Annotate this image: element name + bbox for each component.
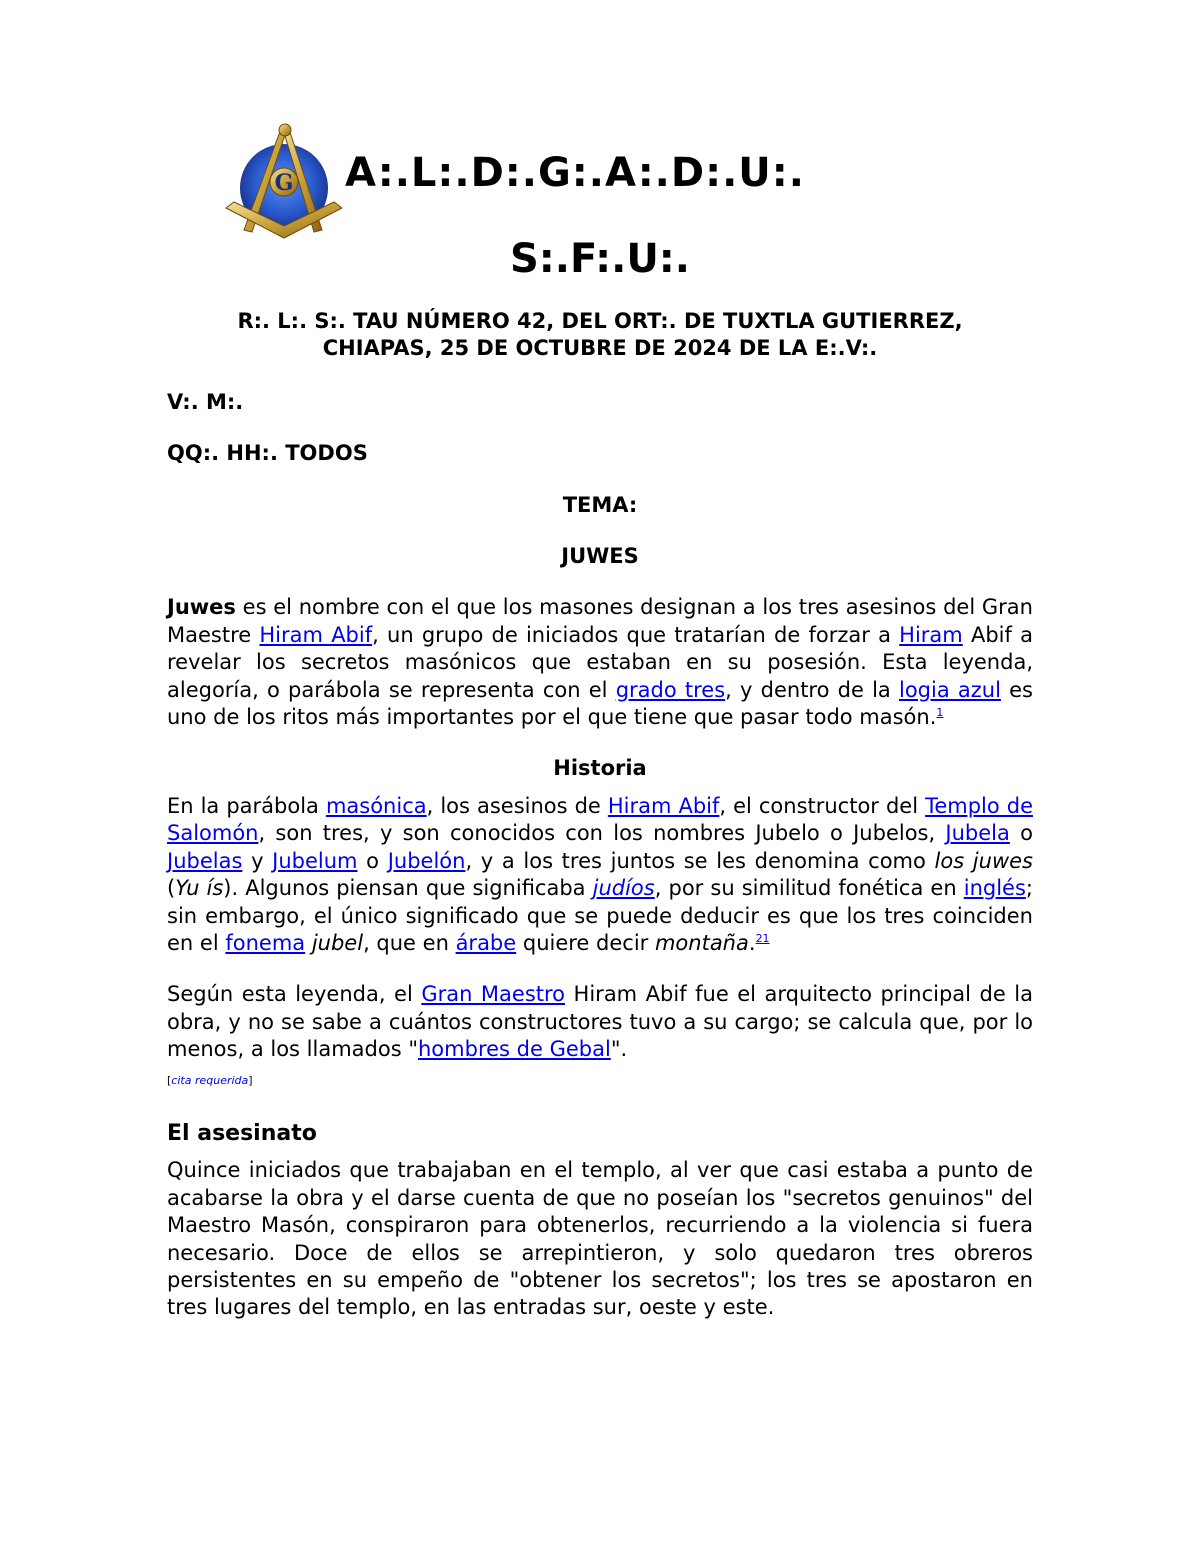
text-run: , los asesinos de — [426, 793, 608, 818]
text-run: ; sin embargo, el único significado que se puede deducir es que los tres coinciden en el — [167, 876, 1033, 955]
term-juwes: Juwes — [167, 595, 236, 620]
tema-title: JUWES — [561, 544, 639, 569]
bracket: [ — [167, 1073, 172, 1087]
text-run: , son tres, y son conocidos con los nombres Jubelo o Jubelos, — [258, 821, 946, 846]
text-run: , el constructor del — [719, 793, 926, 818]
footnote-link-21[interactable]: 21 — [755, 931, 770, 945]
citation-needed — [167, 1074, 253, 1087]
link-hiram-abif[interactable]: Hiram Abif — [607, 793, 720, 818]
text-run: es el nombre con el que los masones designan a los tres asesinos del Gran Maestre — [167, 595, 1033, 647]
link-cita-requerida[interactable]: cita requerida — [171, 1073, 249, 1087]
lodge-line-2: CHIAPAS, 25 DE OCTUBRE DE 2024 DE LA E:.V:. — [322, 336, 878, 361]
square-and-compass-emblem — [222, 120, 342, 242]
document-body — [167, 308, 1033, 1322]
link-jubelas[interactable]: Jubelas — [167, 848, 243, 873]
gran-maestro-paragraph — [167, 981, 1033, 1094]
text-run: ( — [167, 876, 176, 901]
svg-text:G: G — [274, 170, 294, 196]
italic-run: jubel — [311, 930, 364, 955]
link-ingles[interactable]: inglés — [963, 876, 1026, 901]
link-jubelon[interactable]: Jubelón — [387, 848, 466, 873]
text-run: ). Algunos piensan que significaba — [223, 876, 593, 901]
asesinato-paragraph: Quince iniciados que trabajaban en el templo, al ver que casi estaba a punto de acabarse la obra y el darse cuenta de que no poseían los "secretos genuinos" del Maestro Masón, conspiraron para obtenerlos, recurriendo a la violencia si fuera necesario. Doce de ellos se arrepintieron, y solo quedaron tres obreros persistentes en su empeño de "obtener los secretos"; los tres se apostaron en tres lugares del templo, en las entradas sur, oeste y este. — [167, 1158, 1033, 1320]
text-run: Hiram Abif fue el arquitecto principal de la obra, y no se sabe a cuántos constructores tuvo a su cargo; se calcula que, por lo menos, a los llamados " — [167, 982, 1033, 1062]
link-masonica[interactable]: masónica — [325, 793, 427, 818]
link-logia-azul[interactable]: logia azul — [898, 677, 1001, 702]
link-jubela[interactable]: Jubela — [945, 821, 1010, 846]
text-run: o — [357, 848, 388, 873]
section-title-asesinato: El asesinato — [167, 1120, 317, 1146]
link-fonema[interactable]: fonema — [225, 930, 306, 955]
bracket: ] — [248, 1073, 253, 1087]
link-hombres-de-gebal[interactable]: hombres de Gebal — [418, 1037, 611, 1062]
text-run: , que en — [363, 930, 456, 955]
section-title-historia: Historia — [553, 756, 647, 781]
link-judios[interactable]: judíos — [592, 876, 655, 901]
text-run: , y dentro de la — [725, 677, 899, 702]
text-run: , por su similitud fonética en — [654, 876, 964, 901]
text-run: es uno de los ritos más importantes por el que tiene que pasar todo masón. — [167, 677, 1033, 730]
greeting-brothers: QQ:. HH:. TODOS — [167, 441, 368, 466]
text-run: ". — [610, 1037, 628, 1062]
text-run: . — [748, 930, 756, 955]
header-line-2: S:.F:.U:. — [510, 236, 690, 282]
intro-paragraph — [167, 594, 1033, 731]
link-hiram-abif[interactable]: Hiram Abif — [259, 622, 373, 647]
italic-run: Yu ís — [175, 876, 224, 901]
footnote-link-1[interactable]: 1 — [936, 706, 944, 720]
historia-paragraph — [167, 793, 1033, 957]
text-run: , y a los tres juntos se les denomina como — [465, 848, 935, 873]
italic-run: montaña — [654, 930, 749, 955]
greeting-venerable: V:. M:. — [167, 389, 244, 414]
text-run — [305, 931, 312, 955]
link-gran-maestro[interactable]: Gran Maestro — [421, 982, 566, 1007]
link-templo-de-salomon[interactable]: Templo de Salomón — [167, 793, 1033, 846]
text-run: En la parábola — [167, 793, 326, 818]
header-line-1: A:.L:.D:.G:.A:.D:.U:. — [345, 150, 805, 196]
text-run: Según esta leyenda, el — [167, 982, 422, 1007]
tema-label: TEMA: — [562, 492, 638, 517]
text-run: Abif a revelar los secretos masónicos que estaban en su posesión. Esta leyenda, alegoría, o parábola se representa con el — [167, 622, 1033, 702]
link-arabe[interactable]: árabe — [455, 930, 517, 955]
link-grado-tres[interactable]: grado tres — [615, 677, 726, 702]
text-run: y — [242, 848, 273, 873]
link-jubelum[interactable]: Jubelum — [272, 848, 358, 873]
italic-run: los juwes — [934, 848, 1033, 873]
text-run: , un grupo de iniciados que tratarían de forzar a — [372, 622, 900, 647]
lodge-line-1: R:. L:. S:. TAU NÚMERO 42, DEL ORT:. DE TUXTLA GUTIERREZ, — [237, 309, 963, 333]
text-run: o — [1009, 821, 1033, 846]
text-run: quiere decir — [516, 930, 655, 955]
link-hiram[interactable]: Hiram — [899, 622, 963, 647]
